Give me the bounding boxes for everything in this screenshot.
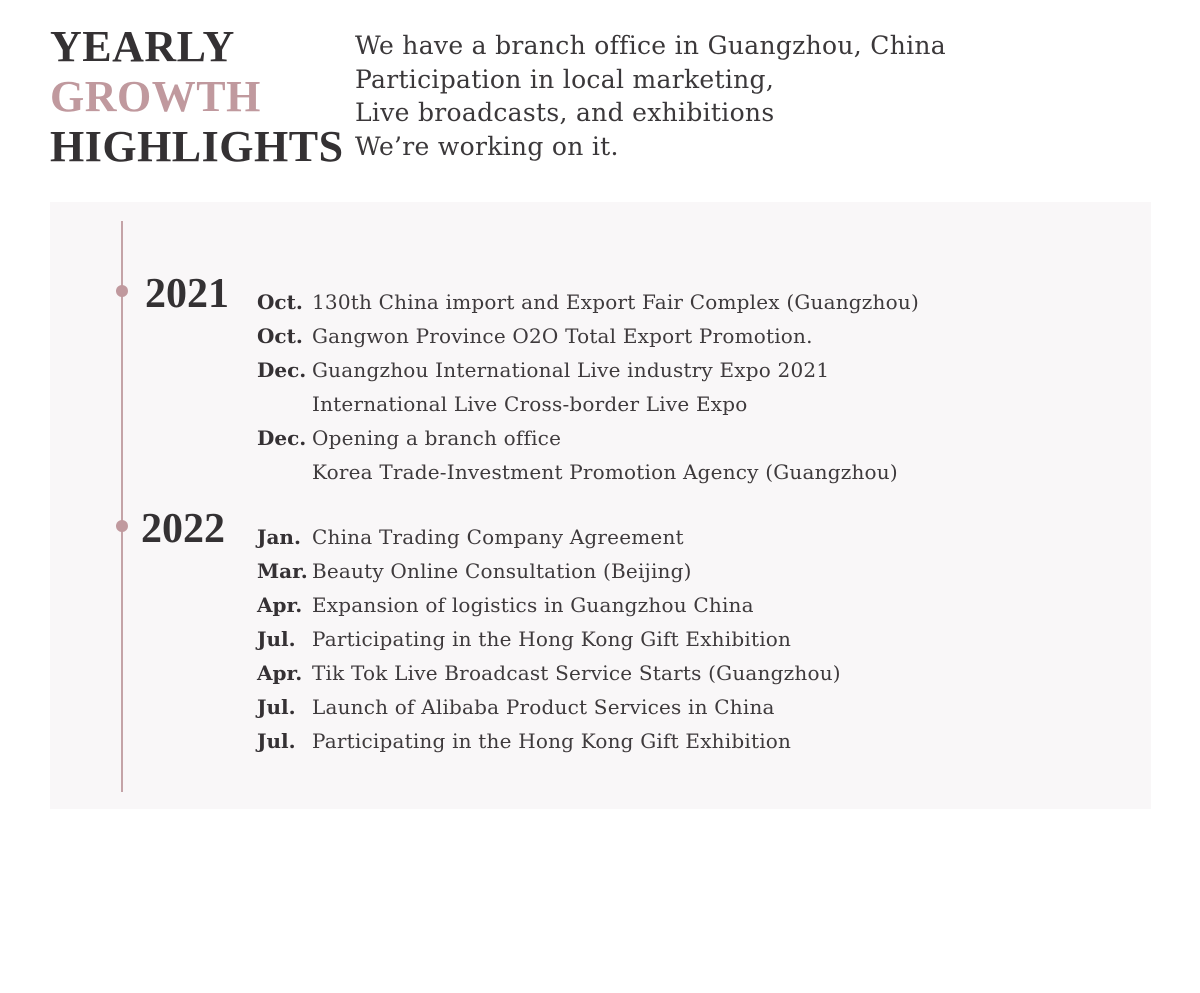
- event-month: Apr.: [257, 661, 303, 685]
- heading-line-yearly: YEARLY: [50, 22, 235, 71]
- event-text: Participating in the Hong Kong Gift Exhibition: [312, 729, 792, 753]
- event-text: Guangzhou International Live industry Expo 2021: [312, 358, 830, 382]
- event-month: Apr.: [257, 593, 303, 617]
- year-label-2022: 2022: [141, 506, 225, 552]
- event-text: China Trading Company Agreement: [312, 525, 684, 549]
- intro-line: We’re working on it.: [355, 131, 619, 161]
- event-text: Tik Tok Live Broadcast Service Starts (Guangzhou): [312, 661, 841, 685]
- event-row: [257, 656, 841, 690]
- events-2022: [257, 520, 841, 758]
- timeline-panel: [50, 202, 1151, 809]
- event-month: Dec.: [257, 358, 307, 382]
- event-text: Participating in the Hong Kong Gift Exhibition: [312, 627, 792, 651]
- event-month: Jul.: [257, 695, 296, 719]
- event-text: Gangwon Province O2O Total Export Promotion.: [312, 324, 813, 348]
- event-month: Dec.: [257, 426, 307, 450]
- event-text: Launch of Alibaba Product Services in China: [312, 695, 775, 719]
- event-row: [257, 520, 841, 554]
- event-text: Beauty Online Consultation (Beijing): [312, 559, 692, 583]
- heading-line-growth: GROWTH: [50, 72, 261, 121]
- heading-line-highlights: HIGHLIGHTS: [50, 122, 344, 171]
- timeline-line: [121, 221, 123, 792]
- event-month: Jul.: [257, 729, 296, 753]
- intro-line: Participation in local marketing,: [355, 64, 775, 94]
- event-text: Opening a branch office: [312, 426, 562, 450]
- event-text: International Live Cross-border Live Expo: [312, 392, 748, 416]
- event-text: 130th China import and Export Fair Complex (Guangzhou): [312, 290, 919, 314]
- event-row: [257, 622, 841, 656]
- event-row: [257, 285, 919, 319]
- event-month: Oct.: [257, 324, 303, 348]
- year-label-2021: 2021: [145, 271, 229, 317]
- event-text: Korea Trade-Investment Promotion Agency (Guangzhou): [312, 460, 898, 484]
- event-row: [257, 387, 919, 421]
- event-row: [257, 588, 841, 622]
- event-row: [257, 353, 919, 387]
- events-2021: [257, 285, 919, 489]
- event-text: Expansion of logistics in Guangzhou China: [312, 593, 754, 617]
- page-heading: [50, 22, 344, 172]
- event-row: [257, 421, 919, 455]
- event-month: Jul.: [257, 627, 296, 651]
- event-month: Jan.: [257, 525, 301, 549]
- intro-line: We have a branch office in Guangzhou, China: [355, 31, 947, 60]
- event-month: [257, 387, 312, 421]
- event-row: [257, 554, 841, 588]
- event-month: Mar.: [257, 559, 308, 583]
- event-month: [257, 455, 312, 489]
- event-row: [257, 690, 841, 724]
- intro-line: Live broadcasts, and exhibitions: [355, 98, 775, 127]
- event-month: Oct.: [257, 290, 303, 314]
- event-row: [257, 455, 919, 489]
- timeline-dot-2021: [116, 285, 128, 297]
- event-row: [257, 319, 919, 353]
- timeline-dot-2022: [116, 520, 128, 532]
- event-row: [257, 724, 841, 758]
- intro-text: [355, 29, 946, 163]
